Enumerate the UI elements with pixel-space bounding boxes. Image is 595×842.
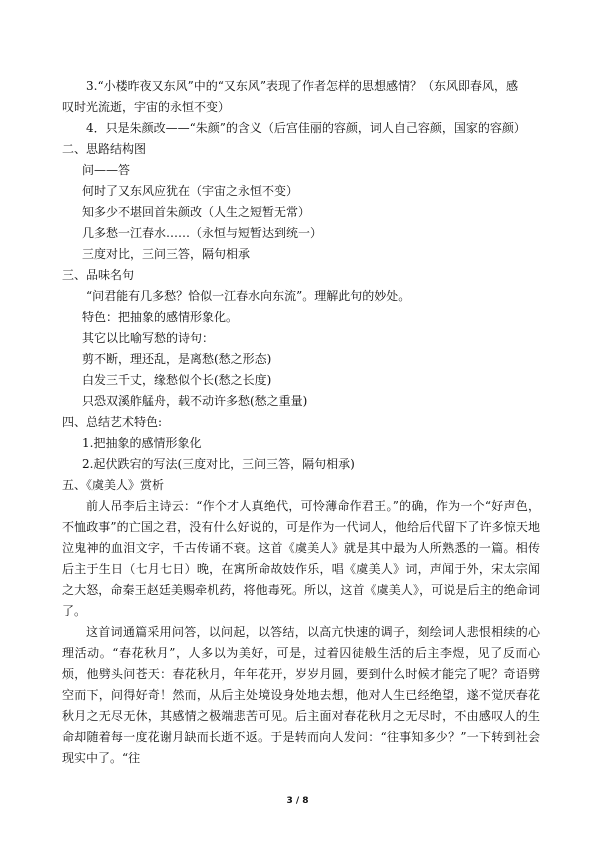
metaphor-intro: 其它以比喻写愁的诗句：	[82, 331, 215, 345]
question-4: 4．只是朱颜改——“朱颜”的含义（后宫佳丽的容颜，词人自己容颜，国家的容颜）	[86, 121, 526, 135]
structure-line-3: 知多少不堪回首朱颜改（人生之短暂无常）	[82, 205, 311, 219]
famous-line-feature: 特色：把抽象的感情形象化。	[82, 310, 239, 324]
structure-line-2: 何时了又东风应犹在（宇宙之永恒不变）	[82, 184, 299, 198]
art-feature-1: 1.把抽象的感情形象化	[82, 436, 202, 450]
famous-line-question: “问君能有几多愁？恰似一江春水向东流”。理解此句的妙处。	[86, 289, 411, 303]
page-number: 3 / 8	[286, 796, 309, 806]
section-3-heading: 三、品味名句	[62, 268, 135, 282]
section-4-heading: 四、总结艺术特色:	[62, 415, 163, 429]
question-3-line-2: 叹时光流逝，宇宙的永恒不变）	[62, 100, 231, 114]
section-5-heading: 五、《虞美人》赏析	[62, 478, 165, 492]
structure-line-5: 三度对比，三问三答，隔句相承	[82, 247, 251, 261]
metaphor-example-2: 白发三千丈，缘愁似个长(愁之长度)	[82, 373, 272, 387]
art-feature-2: 2.起伏跌宕的写法(三度对比，三问三答，隔句相承)	[82, 457, 355, 471]
structure-line-4: 几多愁一江春水……（永恒与短暂达到统一）	[82, 226, 323, 240]
appreciation-paragraph-2: 这首词通篇采用问答，以问起，以答结，以高亢快速的调子，刻绘词人悲恨相续的心理活动。“春花秋月”，人多以为美好，可是，过着囚徒般生活的后主李煜，见了反而心烦，他劈头问苍天：春花秋月，年年花开，岁岁月圆，要到什么时候才能完了呢？奇语劈空而下，问得好奇！然而，从后主处境设身处地去想，他对人生已经绝望，遂不觉厌春花秋月之无尽无休，其感情之极端悲苦可见。后主面对春花秋月之无尽时，不由感叹人的生命却随着每一度花谢月缺而长逝不返。于是转而向人发问：“往事知多少？”一下转到社会现实中了。“往	[62, 625, 540, 765]
appreciation-paragraph-1: 前人吊李后主诗云：“作个才人真绝代，可怜薄命作君王。”的确，作为一个“好声色，不恤政事”的亡国之君，没有什么好说的，可是作为一代词人，他给后代留下了许多惊天地泣鬼神的血泪文字，千古传诵不衰。这首《虞美人》就是其中最为人所熟悉的一篇。相传后主于生日（七月七日）晚，在寓所命故妓作乐，唱《虞美人》词，声闻于外，宋太宗闻之大怒，命秦王赵廷美赐牵机药，将他毒死。所以，这首《虞美人》，可说是后主的绝命词了。	[62, 499, 540, 618]
document-body	[62, 76, 540, 769]
metaphor-example-3: 只恐双溪舴艋舟，载不动许多愁(愁之重量)	[82, 394, 308, 408]
section-2-heading: 二、思路结构图	[62, 142, 147, 156]
structure-line-1: 问——答	[82, 163, 131, 177]
metaphor-example-1: 剪不断，理还乱，是离愁(愁之形态)	[82, 352, 272, 366]
question-3-line-1: 3.“小楼昨夜又东风”中的“又东风”表现了作者怎样的思想感情？（东风即春风，感	[86, 79, 518, 93]
